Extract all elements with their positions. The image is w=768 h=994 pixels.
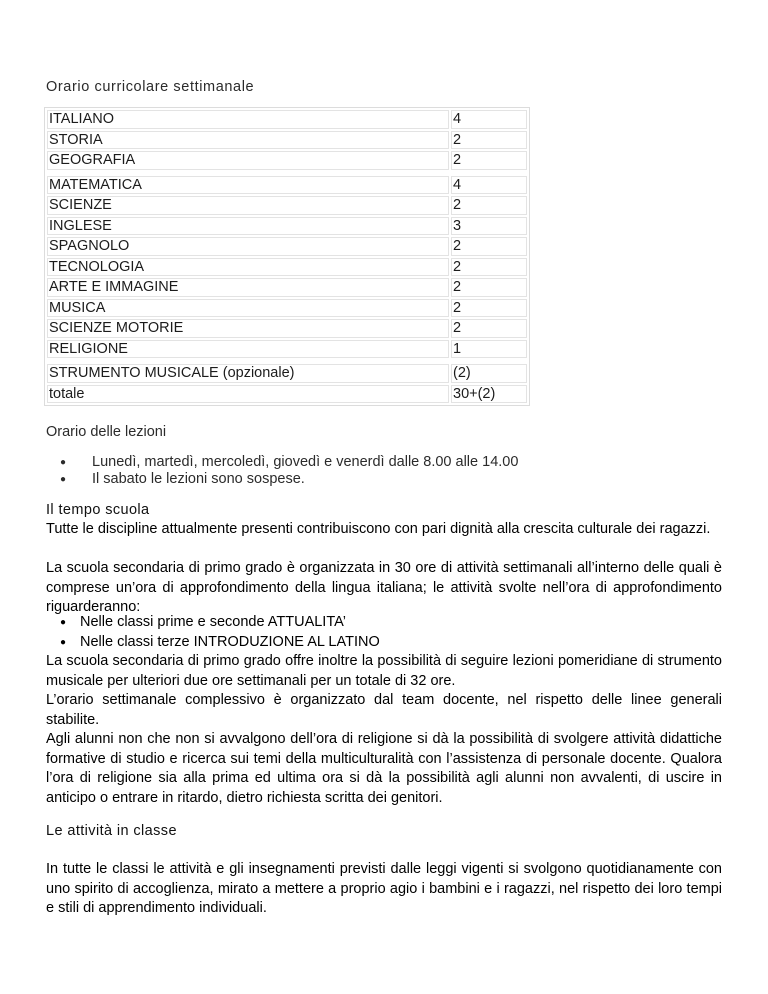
tempo-scuola-heading: Il tempo scuola [46,502,150,518]
list-item [46,454,518,471]
subject-cell: TECNOLOGIA [47,258,449,277]
list-item [46,471,518,488]
hours-cell: 2 [451,151,527,170]
approfondimento-list [46,613,380,652]
subject-cell: totale [47,385,449,404]
table-row [47,151,527,170]
page-title: Orario curricolare settimanale [46,79,255,95]
attivita-paragraph-1: In tutte le classi le attività e gli insegnamenti previsti dalle leggi vigenti si svolgono quotidianamente con uno spirito di accoglienza, mirato a mettere a proprio agio i bambini e i ragazzi, nel rispetto dei loro tempi e stili di apprendimento individuali. [46,861,722,916]
table-spacer [47,360,527,362]
subject-cell: STORIA [47,131,449,150]
hours-cell: 30+(2) [451,385,527,404]
lessons-heading: Orario delle lezioni [46,424,167,440]
tempo-scuola-paragraph-5: Agli alunni non che non si avvalgono dell’ora di religione si dà la possibilità di svolgere attività didattiche formative di studio e ricerca sui temi della multiculturalità con l’assistenza di personale docente. Qualora l’ora di religione sia alla prima ed ultima ora si dà la possibilità agli alunni non avvalenti, di uscire in anticipo o entrare in ritardo, dietro richiesta scritta dei genitori. [46,731,722,806]
bullet-icon: ● [60,474,67,485]
table-row [47,176,527,195]
table-row [47,196,527,215]
subject-cell: INGLESE [47,217,449,236]
tempo-scuola-paragraph-4: L’orario settimanale complessivo è organizzato dal team docente, nel rispetto delle linee generali stabilite. [46,692,722,728]
table-row [47,131,527,150]
attivita-heading: Le attività in classe [46,823,177,839]
hours-cell: 2 [451,299,527,318]
hours-cell: 2 [451,319,527,338]
subject-cell: MATEMATICA [47,176,449,195]
hours-cell: (2) [451,364,527,383]
subject-cell: SCIENZE [47,196,449,215]
hours-cell: 2 [451,278,527,297]
table-row [47,110,527,129]
list-item-text: Nelle classi prime e seconde ATTUALITA’ [80,614,346,630]
hours-cell: 4 [451,176,527,195]
subject-cell: RELIGIONE [47,340,449,359]
list-item [46,633,380,653]
subject-cell: SCIENZE MOTORIE [47,319,449,338]
subject-cell: SPAGNOLO [47,237,449,256]
list-item-text: Nelle classi terze INTRODUZIONE AL LATINO [80,633,380,650]
hours-cell: 4 [451,110,527,129]
tempo-scuola-paragraph-2: La scuola secondaria di primo grado è organizzata in 30 ore di attività settimanali all’interno delle quali è comprese un’ora di approfondimento della lingua italiana; le attività svolte nell’ora di approfondimento riguarderanno: [46,560,722,615]
table-row [47,217,527,236]
bullet-icon: ● [60,636,67,648]
tempo-scuola-paragraph-3: La scuola secondaria di primo grado offre inoltre la possibilità di seguire lezioni pomeridiane di strumento musicale per ulteriori due ore settimanali per un totale di 32 ore. [46,653,722,689]
hours-cell: 1 [451,340,527,359]
table-spacer [47,172,527,174]
table-row [47,258,527,277]
table-row [47,340,527,359]
list-item [46,613,380,633]
table-row [47,319,527,338]
tempo-scuola-paragraph-1: Tutte le discipline attualmente presenti contribuiscono con pari dignità alla crescita culturale dei ragazzi. [46,521,711,537]
hours-cell: 2 [451,258,527,277]
bullet-icon: ● [60,617,67,628]
hours-cell: 3 [451,217,527,236]
table-row [47,278,527,297]
hours-cell: 2 [451,196,527,215]
table-row [47,299,527,318]
table-row [47,364,527,383]
hours-cell: 2 [451,237,527,256]
subject-cell: ITALIANO [47,110,449,129]
bullet-icon: ● [60,457,67,468]
weekly-hours-table [44,107,530,406]
table-row [47,385,527,404]
list-item-text: Lunedì, martedì, mercoledì, giovedì e venerdì dalle 8.00 alle 14.00 [92,454,519,470]
table-row [47,237,527,256]
lessons-list [46,454,518,488]
list-item-text: Il sabato le lezioni sono sospese. [92,471,305,487]
subject-cell: STRUMENTO MUSICALE (opzionale) [47,364,449,383]
subject-cell: ARTE E IMMAGINE [47,278,449,297]
subject-cell: MUSICA [47,299,449,318]
hours-cell: 2 [451,131,527,150]
subject-cell: GEOGRAFIA [47,151,449,170]
